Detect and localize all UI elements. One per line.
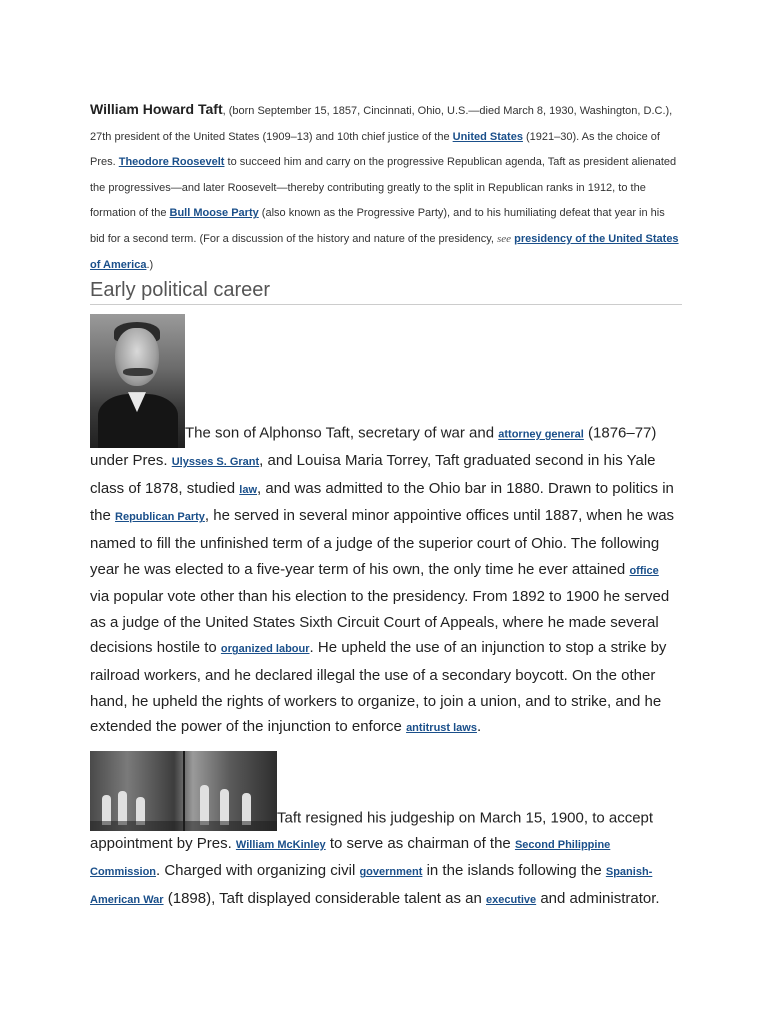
intro-text: (1921–30). As the choice of Pres. [90, 130, 660, 169]
intro-paragraph [90, 97, 682, 278]
para-text: The son of Alphonso Taft, secretary of war and [185, 424, 499, 442]
para-text: via popular vote other than his election to the presidency. From 1892 to 1900 he served as a judge of the United States Sixth Circuit Court of Appeals, where he made several decisions hostile to [90, 588, 670, 657]
link-attorney-general[interactable]: attorney general [498, 428, 584, 441]
para-text: Taft resigned his judgeship on March 15, 1900, to accept appointment by Pres. [90, 809, 654, 852]
link-presidency[interactable]: presidency of the United States of America [90, 232, 679, 271]
link-second-philippine-commission[interactable]: Second Philippine Commission [90, 838, 611, 879]
para-text: , and Louisa Maria Torrey, Taft graduated second in his Yale class of 1878, studied [90, 452, 656, 497]
intro-text: , (born September 15, 1857, Cincinnati, Ohio, U.S.—died March 8, 1930, Washington, D.C.), 27th president of the United States (1909–13) and 10th chief justice of the [90, 105, 673, 143]
para-text: . [476, 718, 482, 736]
link-organized-labour[interactable]: organized labour [220, 643, 310, 656]
link-antitrust-laws[interactable]: antitrust laws [406, 722, 477, 735]
link-executive[interactable]: executive [486, 893, 537, 906]
subject-name: William Howard Taft [90, 101, 223, 117]
para-text: (1898), Taft displayed considerable talent as an [163, 889, 486, 907]
paragraph-early-career [90, 314, 682, 742]
intro-text: to succeed him and carry on the progressive Republican agenda, Taft as president alienated the progressives—and later Roosevelt—thereby contributing greatly to the split in Republican ranks in 1912, to the formation of the [90, 156, 677, 220]
para-text: to serve as chairman of the [325, 834, 515, 852]
see-label: see [497, 232, 512, 245]
link-republican-party[interactable]: Republican Party [115, 511, 205, 524]
link-office[interactable]: office [629, 564, 659, 577]
para-text: (1876–77) under Pres. [90, 424, 657, 470]
section-heading: Early political career [90, 278, 682, 305]
para-text: . Charged with organizing civil [156, 862, 360, 880]
taft-portrait-image [90, 314, 185, 448]
intro-text: (also known as the Progressive Party), and to his humiliating defeat that year in his bid for a second term. (For a discussion of the history and nature of the presidency, [90, 207, 665, 245]
paragraph-philippine-commission [90, 751, 682, 914]
article [90, 97, 682, 913]
link-bull-moose-party[interactable]: Bull Moose Party [169, 207, 259, 220]
para-text: in the islands following the [422, 862, 606, 880]
link-law[interactable]: law [239, 483, 257, 496]
para-text: and administrator. [536, 889, 660, 907]
intro-text: .) [146, 258, 154, 271]
link-united-states[interactable]: United States [452, 130, 523, 143]
link-government[interactable]: government [359, 866, 423, 879]
link-theodore-roosevelt[interactable]: Theodore Roosevelt [118, 156, 225, 169]
link-spanish-american-war[interactable]: Spanish-American War [90, 866, 653, 906]
link-william-mckinley[interactable]: William McKinley [235, 838, 326, 851]
para-text: , and was admitted to the Ohio bar in 1880. Drawn to politics in the [90, 479, 674, 525]
link-ulysses-s-grant[interactable]: Ulysses S. Grant [171, 456, 260, 469]
para-text: , he served in several minor appointive offices until 1887, when he was named to fill the unfinished term of a judge of the superior court of Ohio. The following year he was elected to a five-year term of his own, the only time he ever attained [90, 507, 675, 578]
philippine-commission-photo [90, 751, 277, 831]
para-text: . He upheld the use of an injunction to stop a strike by railroad workers, and he declared illegal the use of a secondary boycott. On the other hand, he upheld the rights of workers to organize, to join a union, and to strike, and he extended the power of the injunction to enforce [90, 639, 667, 736]
